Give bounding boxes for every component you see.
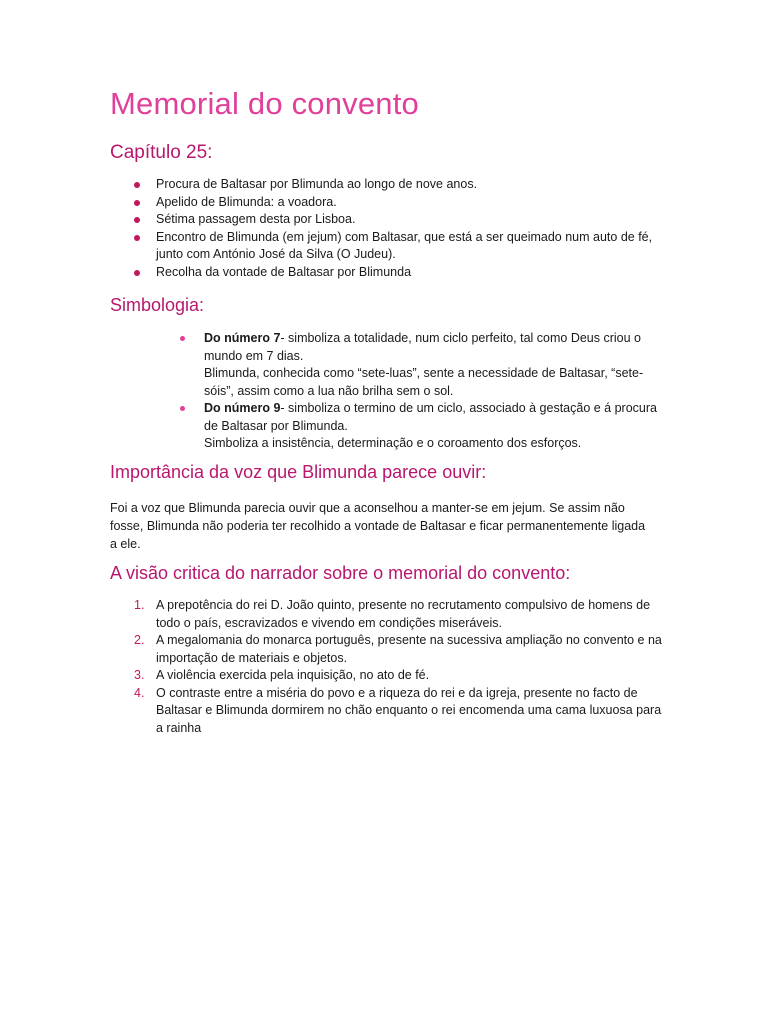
list-item: Procura de Baltasar por Blimunda ao longo de nove anos. xyxy=(134,176,674,194)
term-label: Do número 7 xyxy=(204,331,281,345)
list-number: 3. xyxy=(134,668,145,682)
term-detail: Simboliza a insistência, determinação e o coroamento dos esforços. xyxy=(204,436,582,450)
list-number: 1. xyxy=(134,598,145,612)
bullet-icon xyxy=(134,200,140,206)
list-item: Do número 7- simboliza a totalidade, num ciclo perfeito, tal como Deus criou o mundo em 7 dias. Blimunda, conhecida como “sete-luas”, sente a necessidade de Baltasar, “sete-sóis”, assim como a lua não brilha sem o sol. xyxy=(180,330,660,400)
list-number: 4. xyxy=(134,685,145,700)
list-item: 4. O contraste entre a miséria do povo e a riqueza do rei e da igreja, presente no facto de Baltasar e Blimunda dormirem no chão enquanto o rei encomenda uma cama luxuosa para a rainha xyxy=(134,685,662,735)
list-item: 3. A violência exercida pela inquisição, no ato de fé. xyxy=(134,667,664,685)
list-item: 1. A prepotência do rei D. João quinto, presente no recrutamento compulsivo de homens de todo o país, escravizados e vivendo em condições miseráveis. xyxy=(134,598,651,630)
visao-list xyxy=(134,597,664,737)
bullet-icon xyxy=(180,336,185,341)
list-item: Apelido de Blimunda: a voadora. xyxy=(134,194,674,212)
bullet-icon xyxy=(134,270,140,276)
term-detail: Blimunda, conhecida como “sete-luas”, sente a necessidade de Baltasar, “sete-sóis”, assim como a lua não brilha sem o sol. xyxy=(204,366,644,398)
list-item: Sétima passagem desta por Lisboa. xyxy=(134,211,674,229)
list-item: 2. A megalomania do monarca português, presente na sucessiva ampliação no convento e na importação de materiais e objetos. xyxy=(134,633,662,665)
bullet-icon xyxy=(134,217,140,223)
list-item: Encontro de Blimunda (em jejum) com Baltasar, que está a ser queimado num auto de fé, junto com António José da Silva (O Judeu). xyxy=(134,229,674,264)
term-label: Do número 9 xyxy=(204,401,281,415)
importancia-paragraph: Foi a voz que Blimunda parecia ouvir que a aconselhou a manter-se em jejum. Se assim não fosse, Blimunda não poderia ter recolhido a vontade de Baltasar e ficar permanentemente ligada a ele. xyxy=(110,501,646,551)
page-title: Memorial do convento xyxy=(110,86,419,121)
list-item: Recolha da vontade de Baltasar por Blimunda xyxy=(134,264,674,282)
heading-importancia: Importância da voz que Blimunda parece ouvir: xyxy=(110,462,487,482)
simbologia-list xyxy=(180,330,660,453)
bullet-icon xyxy=(134,182,140,188)
bullet-icon xyxy=(180,406,185,411)
heading-capitulo: Capítulo 25: xyxy=(110,142,213,163)
list-number: 2. xyxy=(134,633,145,647)
list-item: Do número 9- simboliza o termino de um ciclo, associado à gestação e á procura de Baltasar por Blimunda. Simboliza a insistência, determinação e o coroamento dos esforços. xyxy=(180,400,660,453)
heading-visao: A visão critica do narrador sobre o memorial do convento: xyxy=(110,563,571,583)
bullet-icon xyxy=(134,235,140,241)
heading-simbologia: Simbologia: xyxy=(110,295,205,315)
capitulo-list xyxy=(134,176,674,281)
